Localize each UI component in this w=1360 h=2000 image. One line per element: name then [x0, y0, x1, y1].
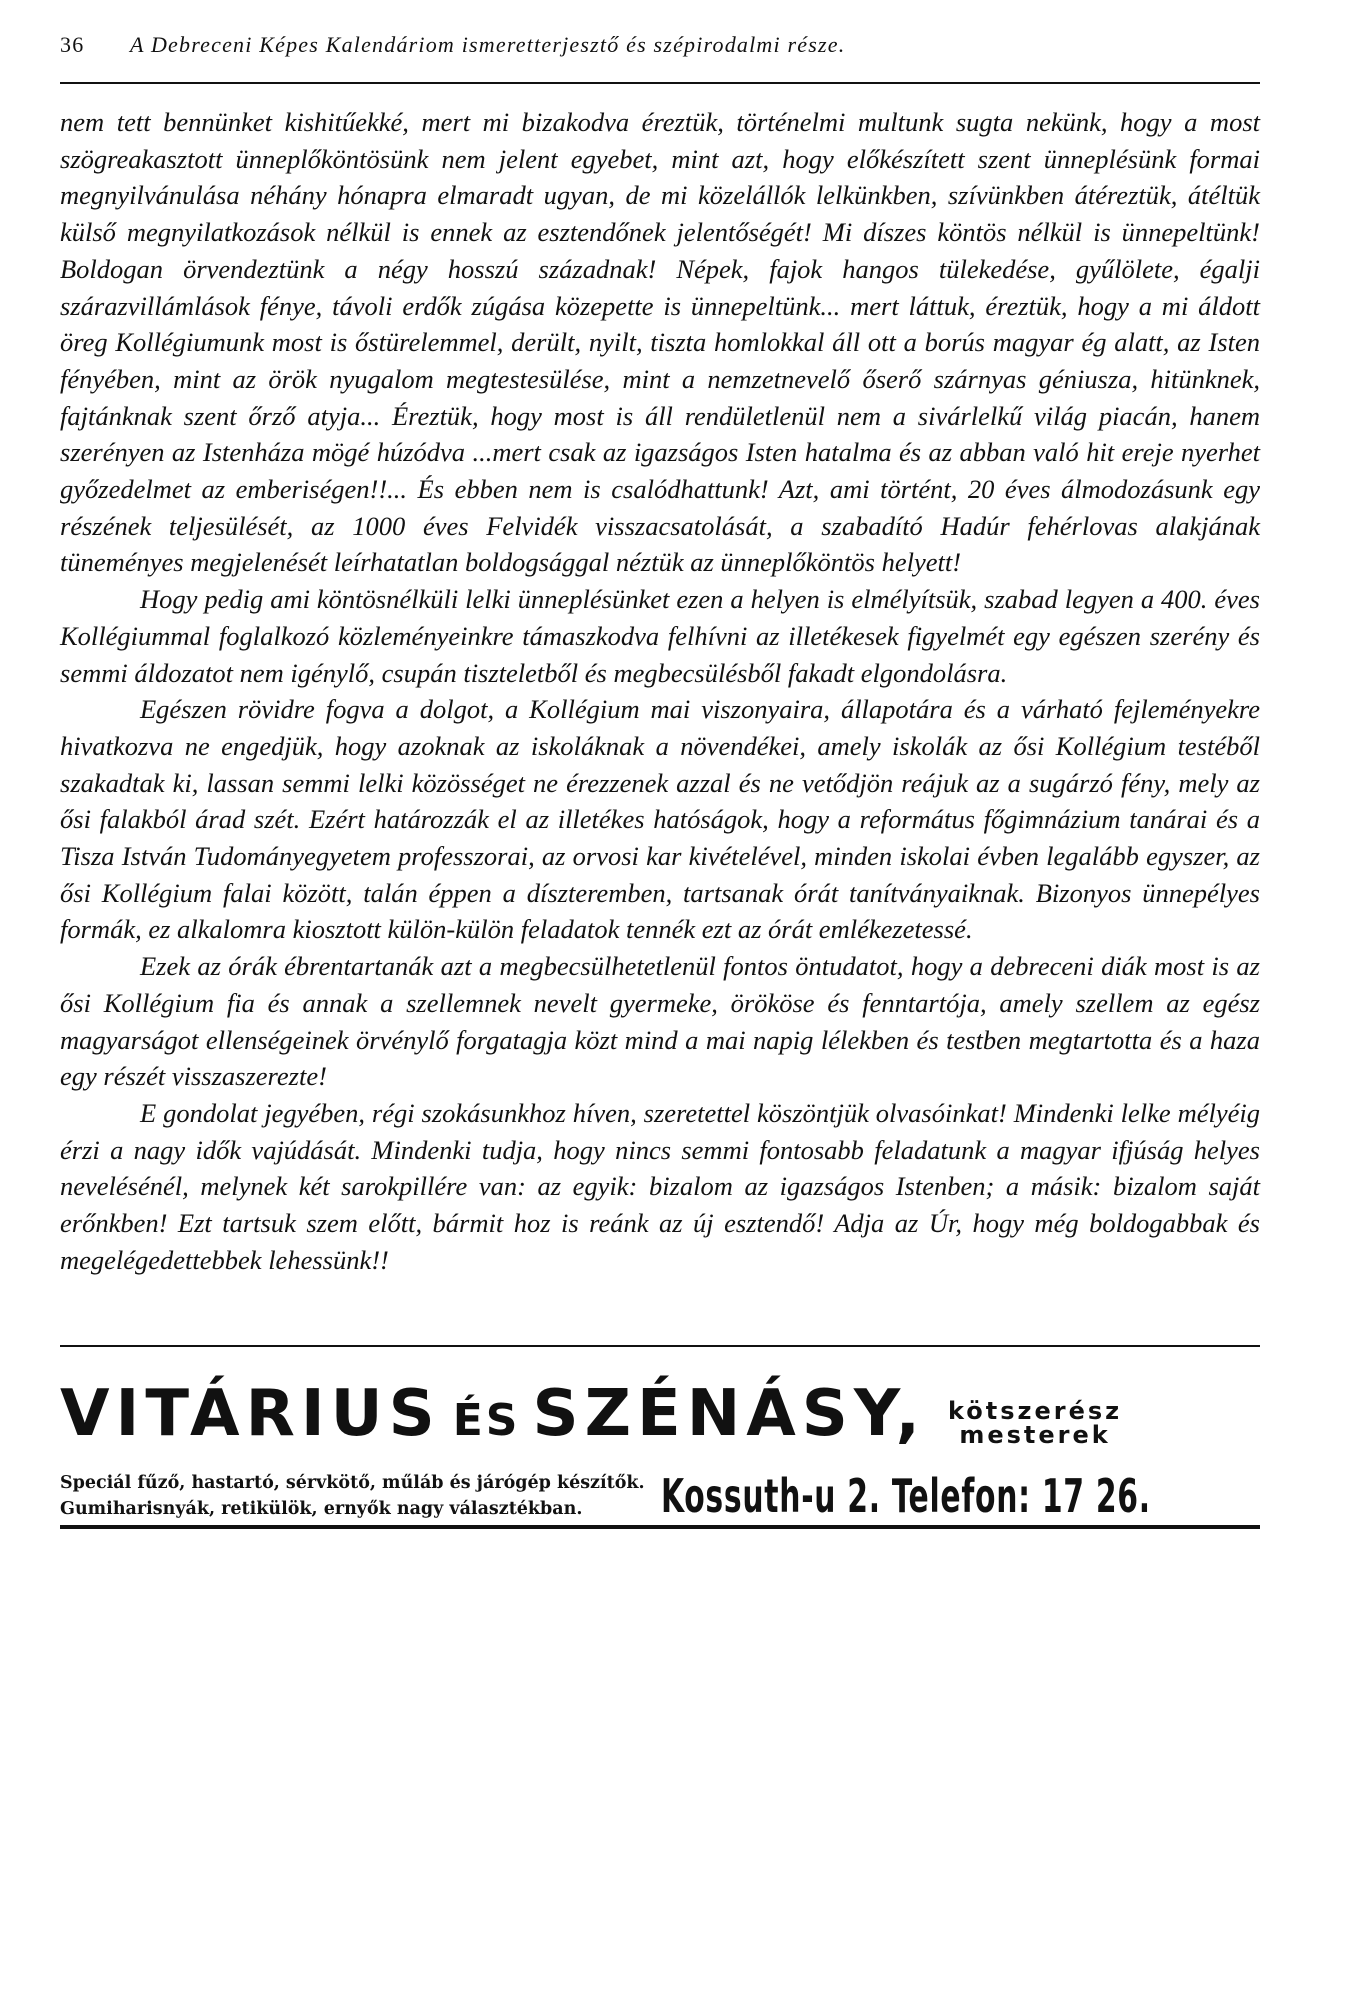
document-page [60, 32, 1260, 1529]
advertisement-headline [60, 1376, 1260, 1453]
advertiser-name-part2: SZÉNÁSY, [532, 1376, 926, 1451]
page-header [60, 32, 1260, 72]
paragraph-2: Hogy pedig ami köntösnélküli lelki ünneplésünket ezen a helyen is elmélyítsük, szabad legyen a 400. éves Kollégiummal foglalkozó közleményeinkre támaszkodva felhívni az illetékesek figyelmét egy egészen szerény és semmi áldozatot nem igénylő, csupán tiszteletből és megbecsülésből fakadt elgondolásra. [60, 584, 1260, 688]
advertiser-name-part1: VITÁRIUS [60, 1376, 441, 1451]
paragraph-3: Egészen rövidre fogva a dolgot, a Kollégium mai viszonyaira, állapotára és a várható fejleményekre hivatkozva ne engedjük, hogy azoknak az iskoláknak a növendékei, amely iskolák az ősi Kollégium testéből szakadtak ki, lassan semmi lelki közösséget ne érezzenek azzal és ne vetődjön reájuk az a sugárzó fény, mely az ősi falakból árad szét. Ezért határozzák el az illetékes hatóságok, hogy a református főgimnázium tanárai és a Tisza István Tudományegyetem professzorai, az orvosi kar kivételével, minden iskolai évben legalább egyszer, az ősi Kollégium falai között, talán éppen a díszteremben, tartsanak órát tanítványaiknak. Bizonyos ünnepélyes formák, ez alkalomra kiosztott külön-külön feladatok tennék ezt az órát emlékezetessé. [60, 694, 1260, 945]
advertiser-trade-line2: mesterek [959, 1420, 1111, 1449]
advertisement [60, 1376, 1260, 1529]
advertisement-details [60, 1469, 1260, 1523]
advertiser-trade [947, 1396, 1123, 1453]
advertisement-top-rule [60, 1345, 1260, 1347]
article-body [60, 104, 1260, 1279]
paragraph-1: nem tett bennünket kishitűekké, mert mi bizakodva éreztük, történelmi multunk sugta nekünk, hogy a most szögreakasztott ünneplőköntösünk nem jelent egyebet, mint azt, hogy előkészített szent ünneplésünk formai megnyilvánulása néhány hónapra elmaradt ugyan, de mi közelállók lelkünkben, szívünkben átéreztük, átéltük külső megnyilatkozások nélkül is ennek az esztendőnek jelentőségét! Mi díszes köntös nélkül is ünnepeltünk! Boldogan örvendeztünk a négy hosszú századnak! Népek, fajok hangos tülekedése, gyűlölete, égalji szárazvillámlások fénye, távoli erdők zúgása közepette is ünnepeltünk... mert láttuk, éreztük, hogy a mi áldott öreg Kollégiumunk most is őstürelemmel, derült, nyilt, tiszta homlokkal áll ott a borús magyar ég alatt, az Isten fényében, mint az örök nyugalom megtestesülése, mint a nemzetnevelő őserő szárnyas géniusza, hitünknek, fajtánknak szent őrző atyja... Éreztük, hogy most is áll rendületlenül nem a sivárlelkű világ piacán, hanem szerényen az Istenháza mögé húzódva ...mert csak az igazságos Isten hatalma és az abban való hit ereje nyerhet győzedelmet az emberiségen!!... És ebben nem is csalódhattunk! Azt, ami történt, 20 éves álmodozásunk egy részének teljesülését, az 1000 éves Felvidék visszacsatolását, a szabadító Hadúr fehérlovas alakjának tüneményes megjelenését leírhatatlan boldogsággal néztük az ünneplőköntös helyett! [60, 107, 1260, 578]
paragraph-5: E gondolat jegyében, régi szokásunkhoz híven, szeretettel köszöntjük olvasóinkat! Mindenki lelke mélyéig érzi a nagy idők vajúdását. Mindenki tudja, hogy nincs semmi fontosabb feladatunk a magyar ifjúság helyes nevelésénél, melynek két sarokpillére van: az egyik: bizalom az igazságos Istenben; a másik: bizalom saját erőnkben! Ezt tartsuk szem előtt, bármit hoz is reánk az új esztendő! Adja az Úr, hogy még boldogabbak és megelégedettebbek lehessünk!! [60, 1097, 1260, 1275]
header-rule [60, 82, 1260, 84]
advertiser-name [60, 1376, 926, 1453]
advertiser-products [60, 1470, 645, 1522]
page-number: 36 [60, 32, 85, 57]
advertiser-products-line2: Gumiharisnyák, retikülök, ernyők nagy választékban. [60, 1498, 583, 1519]
advertiser-address: Kossuth-u 2. Telefon: 17 26. [660, 1468, 1151, 1523]
paragraph-4: Ezek az órák ébrentartanák azt a megbecsülhetetlenül fontos öntudatot, hogy a debreceni diák most is az ősi Kollégium fia és annak a szellemnek nevelt gyermeke, örököse és fenntartója, amely szellem az egész magyarságot ellenségeinek örvénylő forgatagja közt mind a mai napig lélekben és testben megtartotta és a haza egy részét visszaszerezte! [60, 951, 1260, 1092]
advertiser-trade-line1: kötszerész [947, 1396, 1123, 1425]
running-head: A Debreceni Képes Kalendáriom ismeretterjesztő és szépirodalmi része. [130, 32, 846, 57]
advertiser-products-line1: Speciál fűző, hastartó, sérvkötő, műláb és járógép készítők. [60, 1472, 645, 1493]
advertisement-bottom-rule [60, 1525, 1260, 1529]
advertiser-name-conjunction: ÉS [452, 1394, 521, 1446]
